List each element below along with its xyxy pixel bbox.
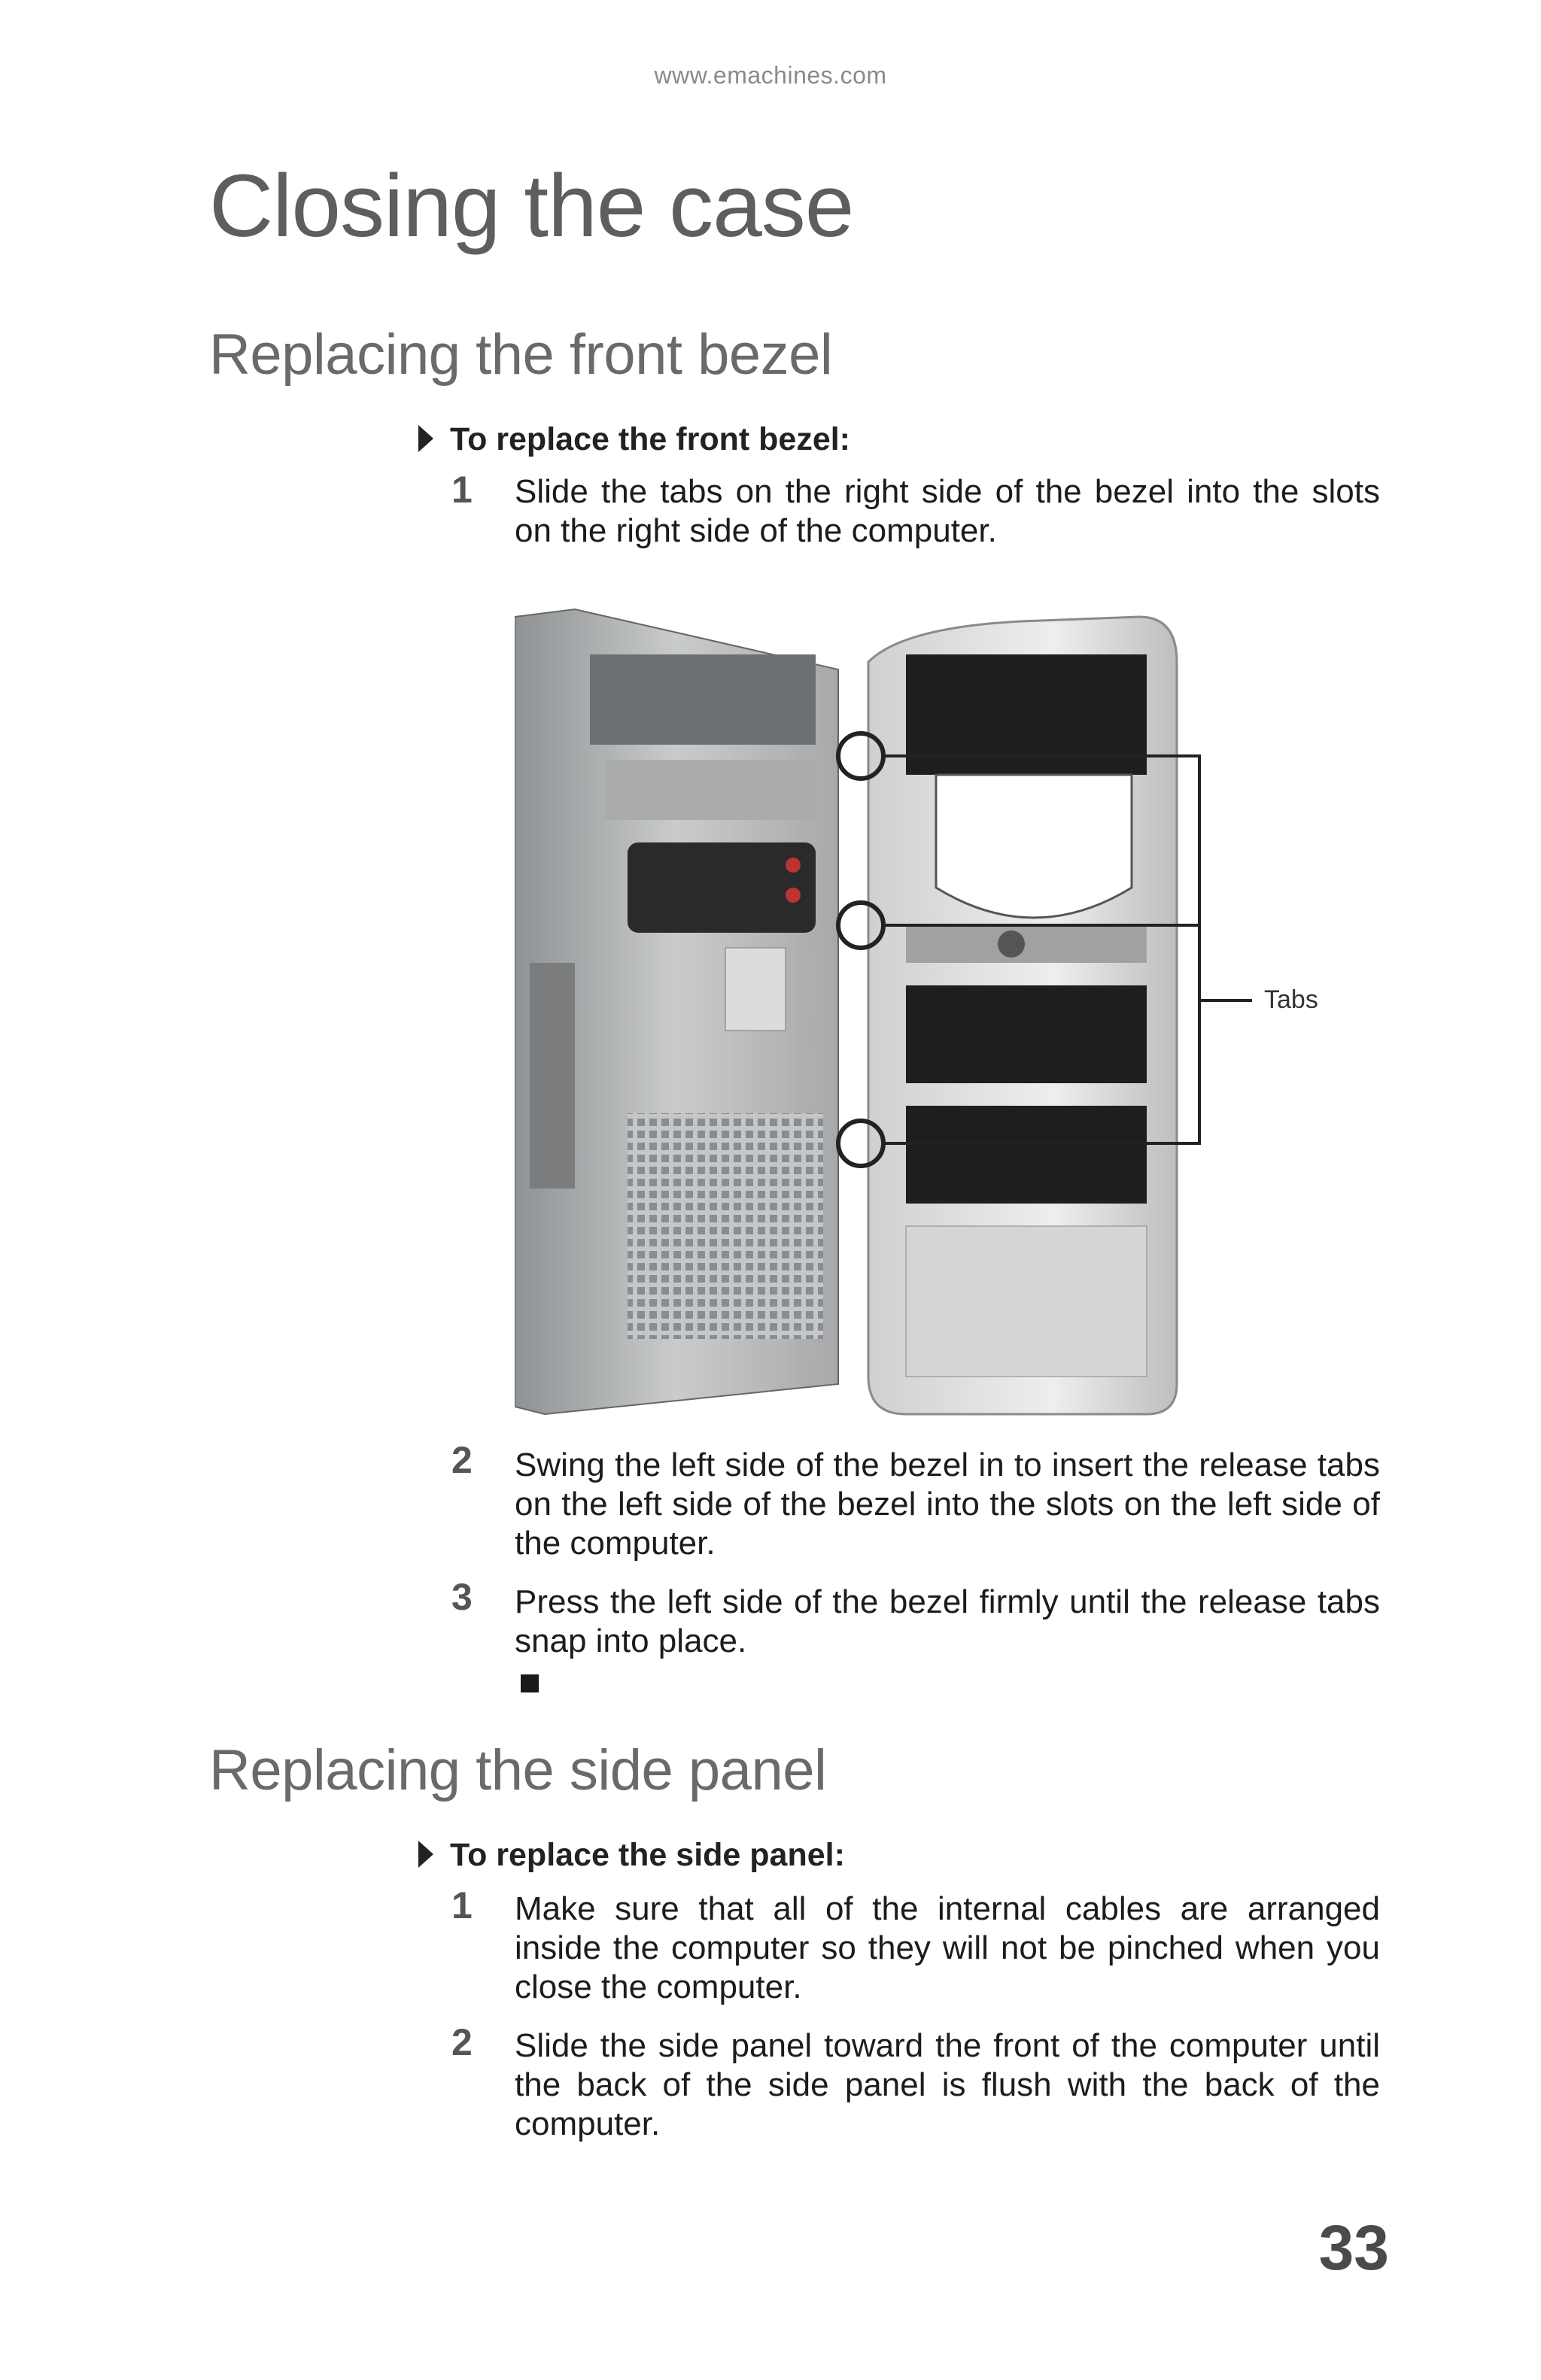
page-title: Closing the case (209, 156, 854, 256)
step-number: 3 (451, 1576, 473, 1618)
end-of-procedure-icon (521, 1674, 539, 1692)
header-url: www.emachines.com (654, 62, 887, 89)
section-heading-front-bezel: Replacing the front bezel (209, 323, 833, 387)
bezel-illustration (515, 587, 1357, 1422)
step-number: 1 (451, 469, 473, 511)
step-text: Make sure that all of the internal cables are arranged inside the computer so they will not be pinched when you close the computer. (515, 1890, 1380, 2005)
triangle-bullet-icon (418, 1841, 433, 1868)
procedure-heading-text: To replace the front bezel: (450, 421, 850, 457)
step-text: Swing the left side of the bezel in to insert the release tabs on the left side of the bezel into the slots on the left side of the computer. (515, 1447, 1380, 1562)
procedure-heading-front-bezel (418, 421, 850, 458)
procedure-heading-side-panel (418, 1837, 845, 1874)
step-number: 2 (451, 2021, 473, 2063)
section-heading-side-panel: Replacing the side panel (209, 1738, 827, 1802)
step-number: 2 (451, 1439, 473, 1481)
triangle-bullet-icon (418, 425, 433, 452)
procedure-heading-text: To replace the side panel: (450, 1837, 845, 1873)
step-text: Slide the tabs on the right side of the bezel into the slots on the right side of the computer. (515, 473, 1380, 549)
step-text: Press the left side of the bezel firmly until the release tabs snap into place. (515, 1583, 1380, 1659)
step-text: Slide the side panel toward the front of the computer until the back of the side panel is flush with the back of the computer. (515, 2027, 1380, 2142)
page-number: 33 (1318, 2212, 1389, 2283)
tabs-callout-label: Tabs (1264, 985, 1318, 1014)
step-number: 1 (451, 1884, 473, 1926)
